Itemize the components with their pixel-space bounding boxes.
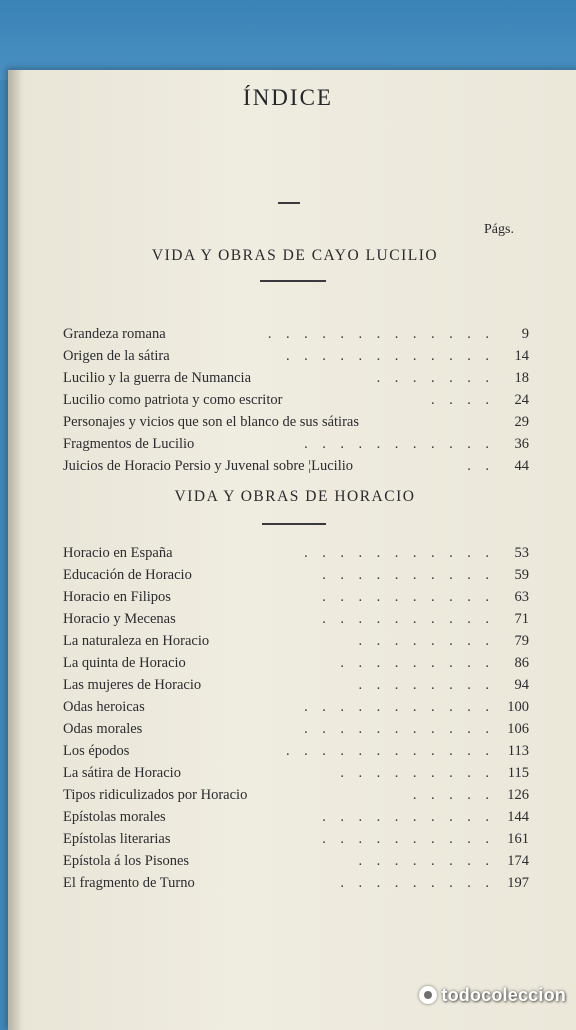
toc-entry-title: Epístola á los Pisones <box>63 853 190 869</box>
toc-entry-page: 100 <box>507 699 529 715</box>
blue-backdrop <box>0 0 576 80</box>
toc-entry-page: 94 <box>514 677 529 693</box>
leader-dots: . . . . . . . <box>376 370 489 386</box>
toc-entry <box>63 784 529 806</box>
toc-entry-title: Horacio y Mecenas <box>63 611 176 627</box>
section-heading-horacio: VIDA Y OBRAS DE HORACIO <box>174 488 416 505</box>
leader-dots: . . . . . . . . . <box>340 765 489 781</box>
toc-list-horacio <box>63 542 529 894</box>
toc-entry <box>63 389 529 411</box>
toc-entry-title: Odas morales <box>63 721 143 737</box>
toc-entry-title: La sátira de Horacio <box>63 765 181 781</box>
leader-dots: . . . . . <box>412 787 489 803</box>
toc-entry-title: Juicios de Horacio Persio y Juvenal sobre ¦Lucilio <box>63 458 354 474</box>
toc-entry <box>63 367 529 389</box>
index-title: ÍNDICE <box>243 85 333 110</box>
toc-entry <box>63 542 529 564</box>
page-binding-shadow <box>8 70 22 1030</box>
leader-dots: . . . . . . . . . . . <box>304 721 489 737</box>
toc-entry <box>63 630 529 652</box>
toc-entry <box>63 740 529 762</box>
toc-entry <box>63 345 529 367</box>
toc-entry <box>63 652 529 674</box>
toc-list-lucilio <box>63 323 529 477</box>
toc-entry <box>63 762 529 784</box>
toc-entry <box>63 586 529 608</box>
toc-entry-title: Las mujeres de Horacio <box>63 677 202 693</box>
leader-dots: . . . . . . . . . . . . . <box>267 326 489 342</box>
toc-entry-title: Epístolas literarias <box>63 831 171 847</box>
toc-entry-page: 53 <box>514 545 529 561</box>
leader-dots: . . <box>467 458 489 474</box>
toc-entry-page: 86 <box>514 655 529 671</box>
leader-dots: . . . . . . . . . . . . <box>286 348 489 364</box>
toc-entry-title: Lucilio como patriota y como escritor <box>63 392 283 408</box>
toc-entry-page: 24 <box>514 392 529 408</box>
leader-dots: . . . . . . . . . . <box>322 831 489 847</box>
toc-entry-page: 44 <box>514 458 529 474</box>
leader-dots: . . . . . . . . . . . <box>304 436 489 452</box>
leader-dots: . . . . . . . . <box>358 677 489 693</box>
leader-dots: . . . . . . . . . . . <box>304 699 489 715</box>
toc-entry-title: Odas heroicas <box>63 699 145 715</box>
toc-entry-page: 106 <box>507 721 529 737</box>
toc-entry <box>63 433 529 455</box>
leader-dots: . . . . . . . . . . <box>322 567 489 583</box>
toc-entry-title: Horacio en Filipos <box>63 589 171 605</box>
toc-entry-page: 18 <box>514 370 529 386</box>
toc-entry-page: 29 <box>514 414 529 430</box>
toc-entry-title: La naturaleza en Horacio <box>63 633 210 649</box>
toc-entry-page: 126 <box>507 787 529 803</box>
toc-entry-title: Origen de la sátira <box>63 348 170 364</box>
toc-entry <box>63 718 529 740</box>
toc-entry-page: 115 <box>507 765 529 781</box>
toc-entry <box>63 674 529 696</box>
toc-entry <box>63 872 529 894</box>
todocoleccion-logo-icon <box>419 986 437 1004</box>
leader-dots: . . . . . . . . . <box>340 655 489 671</box>
toc-entry-title: Epístolas morales <box>63 809 166 825</box>
toc-entry-title: Tipos ridiculizados por Horacio <box>63 787 248 803</box>
watermark-text: todocoleccion <box>441 985 566 1005</box>
toc-entry-title: Los épodos <box>63 743 130 759</box>
toc-entry-page: 71 <box>514 611 529 627</box>
leader-dots: . . . . . . . . . . <box>322 589 489 605</box>
pages-column-header: Págs. <box>484 222 514 237</box>
toc-entry <box>63 455 529 477</box>
toc-entry-page: 113 <box>507 743 529 759</box>
leader-dots: . . . . . . . . . . <box>322 611 489 627</box>
toc-entry-page: 36 <box>514 436 529 452</box>
title-rule <box>278 202 300 204</box>
leader-dots: . . . . . . . . <box>358 853 489 869</box>
toc-entry-page: 144 <box>507 809 529 825</box>
todocoleccion-watermark <box>419 985 566 1006</box>
toc-entry <box>63 323 529 345</box>
toc-entry <box>63 806 529 828</box>
toc-entry-title: Lucilio y la guerra de Numancia <box>63 370 252 386</box>
toc-entry <box>63 850 529 872</box>
toc-entry <box>63 564 529 586</box>
toc-entry-title: Grandeza romana <box>63 326 166 342</box>
toc-entry-page: 79 <box>514 633 529 649</box>
toc-entry-page: 9 <box>521 326 529 342</box>
section-rule-lucilio <box>260 280 326 282</box>
leader-dots: . . . . . . . . . . . <box>304 545 489 561</box>
toc-entry <box>63 608 529 630</box>
toc-entry-page: 174 <box>507 853 529 869</box>
toc-entry-title: El fragmento de Turno <box>63 875 195 891</box>
leader-dots: . . . . . . . . <box>358 633 489 649</box>
toc-entry-page: 63 <box>514 589 529 605</box>
toc-entry-title: Horacio en España <box>63 545 173 561</box>
toc-entry-title: La quinta de Horacio <box>63 655 186 671</box>
toc-entry <box>63 411 529 433</box>
leader-dots: . . . . . . . . . . . . <box>286 743 489 759</box>
toc-entry-title: Personajes y vicios que son el blanco de sus sátiras <box>63 414 359 430</box>
section-rule-horacio <box>262 523 326 525</box>
toc-entry-page: 161 <box>507 831 529 847</box>
toc-entry <box>63 696 529 718</box>
toc-entry-page: 14 <box>514 348 529 364</box>
toc-entry-title: Fragmentos de Lucilio <box>63 436 195 452</box>
leader-dots: . . . . . . . . . . <box>322 809 489 825</box>
leader-dots: . . . . <box>431 392 489 408</box>
toc-entry-title: Educación de Horacio <box>63 567 192 583</box>
toc-entry-page: 197 <box>507 875 529 891</box>
toc-entry <box>63 828 529 850</box>
leader-dots: . . . . . . . . . <box>340 875 489 891</box>
toc-entry-page: 59 <box>514 567 529 583</box>
section-heading-lucilio: VIDA Y OBRAS DE CAYO LUCILIO <box>151 247 439 264</box>
